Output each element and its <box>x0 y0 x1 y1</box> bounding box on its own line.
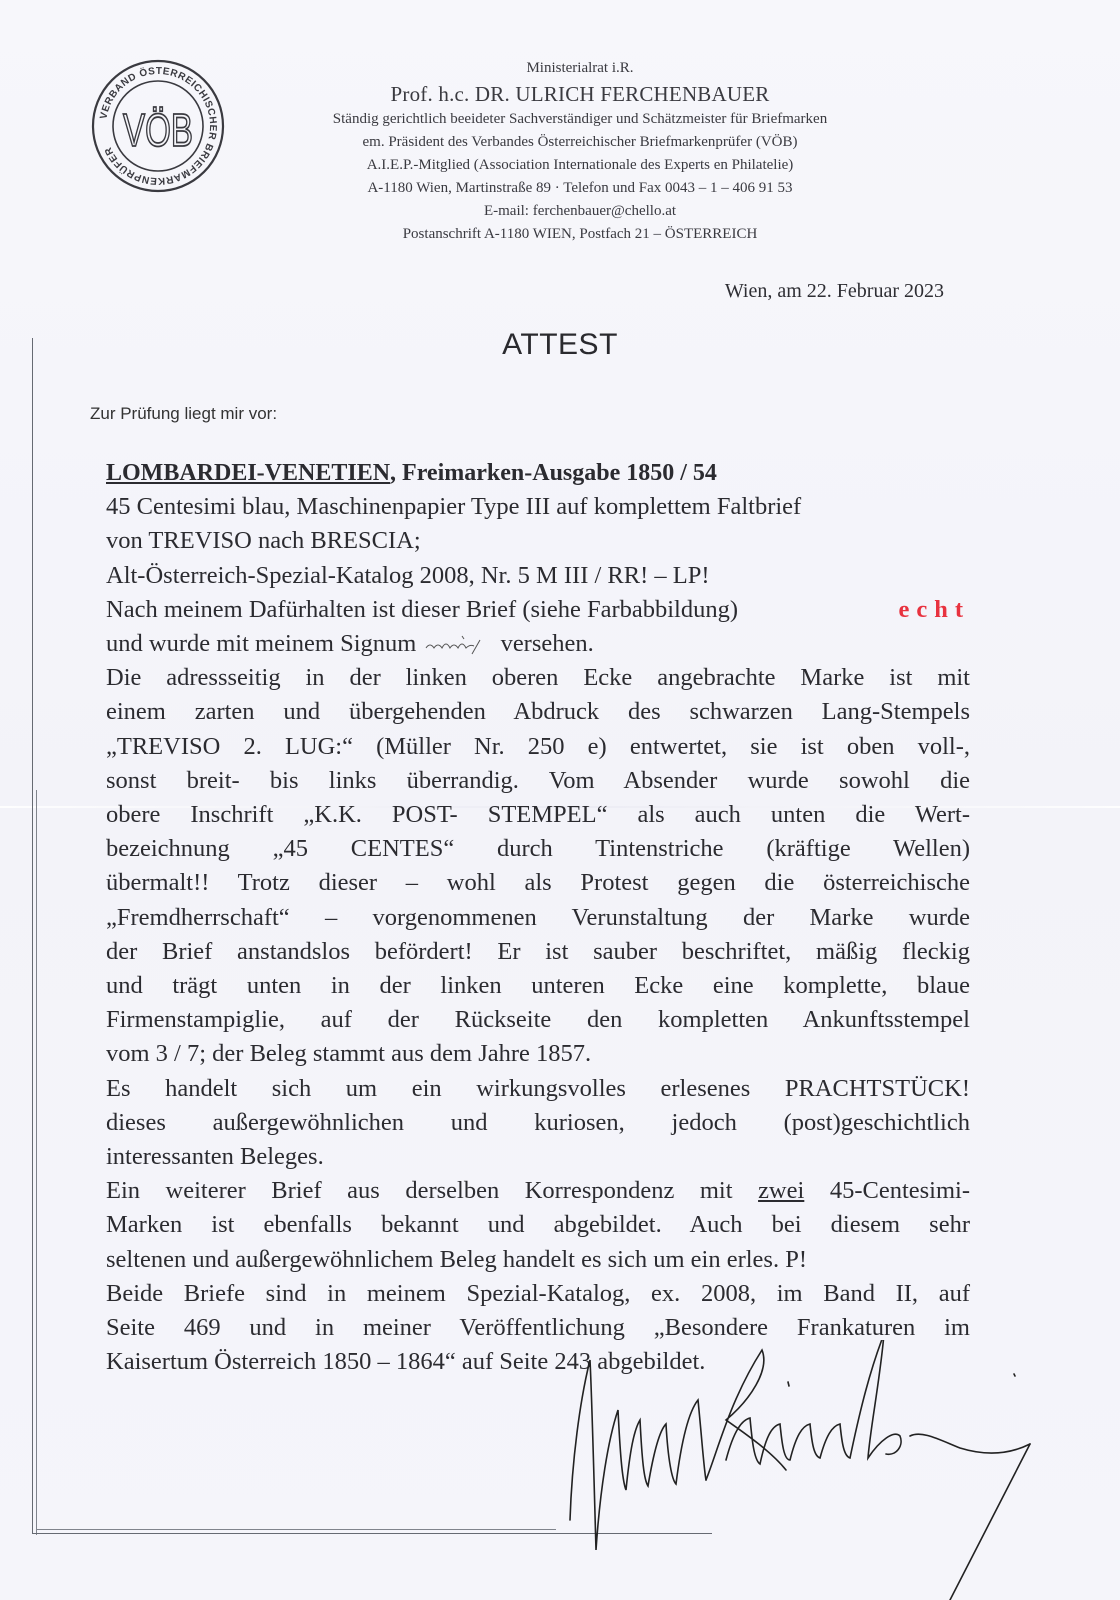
letterhead-line-aiep: A.I.E.P.-Mitglied (Association Internationale des Experts en Philatelie) <box>366 157 794 173</box>
para1-line: und trägt unten in der linken unteren Ecke eine komplette, blaue <box>106 972 970 1000</box>
para1-line: sonst breit- bis links überrandig. Vom Absender wurde sowohl die <box>106 766 970 794</box>
para3-line: Beide Briefe sind in meinem Spezial-Katalog, ex. 2008, im Band II, auf <box>106 1279 970 1307</box>
para2-line: Es handelt sich um ein wirkungsvolles erlesenes PRACHTSTÜCK! <box>106 1074 970 1102</box>
letterhead <box>240 58 920 246</box>
para2-line: dieses außergewöhnlichen und kuriosen, jedoch (post)geschichtlich <box>106 1108 970 1136</box>
para3-line: Marken ist ebenfalls bekannt und abgebildet. Auch bei diesem sehr <box>106 1211 970 1239</box>
item-issue: , Freimarken-Ausgabe 1850 / 54 <box>390 460 717 486</box>
letterhead-line-email: E-mail: ferchenbauer@chello.at <box>483 203 677 219</box>
letterhead-line-address: A-1180 Wien, Martinstraße 89 · Telefon und Fax 0043 – 1 – 406 91 53 <box>367 180 793 196</box>
para3-line: Seite 469 und in meiner Veröffentlichung „Besondere Frankaturen im <box>106 1314 970 1342</box>
signum-line <box>106 627 970 661</box>
document-title: ATTEST <box>502 328 618 361</box>
para1-line: „TREVISO 2. LUG:“ (Müller Nr. 250 e) entwertet, sie ist oben voll-, <box>106 732 970 760</box>
para3-line <box>106 1174 970 1208</box>
para1-line: „Fremdherrschaft“ – vorgenommenen Verunstaltung der Marke wurde <box>106 903 970 931</box>
verdict-line <box>106 593 970 627</box>
para1-line: Firmenstampiglie, auf der Rückseite den kompletten Ankunftsstempel <box>106 1006 970 1034</box>
para1-line: vom 3 / 7; der Beleg stammt aus dem Jahre 1857. <box>106 1040 592 1068</box>
para3-line: seltenen und außergewöhnlichem Beleg handelt es sich um ein erles. P! <box>106 1245 808 1273</box>
para1-line: übermalt!! Trotz dieser – wohl als Protest gegen die österreichische <box>106 869 970 897</box>
verdict-echt: echt <box>898 595 970 623</box>
signum-text-end: versehen. <box>500 630 594 658</box>
frame-line-left <box>32 338 33 1533</box>
letterhead-line-expert: Ständig gerichtlich beeideter Sachverständiger und Schätzmeister für Briefmarken <box>332 111 828 127</box>
para2-line: interessanten Beleges. <box>106 1143 324 1171</box>
voeb-logo-seal <box>90 58 226 194</box>
para1-line: der Brief anstandslos befördert! Er ist sauber beschriftet, mäßig fleckig <box>106 937 970 965</box>
letterhead-rank: Ministerialrat i.R. <box>526 60 634 76</box>
logo-initials: VÖB <box>123 105 193 157</box>
para1-line: obere Inschrift „K.K. POST- STEMPEL“ als auch unten die Wert- <box>106 801 970 829</box>
handwritten-signature <box>530 1340 1060 1600</box>
intro-text: Zur Prüfung liegt mir vor: <box>90 404 278 423</box>
para3-underlined-word: zwei <box>758 1177 805 1205</box>
para1-line: bezeichnung „45 CENTES“ durch Tintenstriche (kräftige Wellen) <box>106 835 970 863</box>
logo-ring-text: VERBAND ÖSTERREICHISCHER BRIEFMARKENPRÜFER <box>98 65 219 187</box>
para1-line: Die adressseitig in der linken oberen Ecke angebrachte Marke ist mit <box>106 664 970 692</box>
frame-line-bottom-inner <box>36 1529 556 1530</box>
para3-text: 45-Centesimi- <box>804 1177 970 1205</box>
frame-line-left-inner <box>36 790 37 1535</box>
para1-line: einem zarten und übergehenden Abdruck des schwarzen Lang-Stempels <box>106 698 970 726</box>
item-heading <box>106 456 970 490</box>
letterhead-name: Prof. h.c. DR. ULRICH FERCHENBAUER <box>390 82 770 106</box>
item-catalog-ref: Alt-Österreich-Spezial-Katalog 2008, Nr. 5 M III / RR! – LP! <box>106 561 710 589</box>
document-date: Wien, am 22. Februar 2023 <box>724 280 944 302</box>
para3-line: Kaisertum Österreich 1850 – 1864“ auf Seite 243 abgebildet. <box>106 1348 706 1376</box>
attest-body <box>106 456 970 1379</box>
item-route: von TREVISO nach BRESCIA; <box>106 527 421 555</box>
item-region: LOMBARDEI-VENETIEN <box>106 460 391 486</box>
letterhead-line-president: em. Präsident des Verbandes Österreichischer Briefmarkenprüfer (VÖB) <box>362 134 798 150</box>
item-description: 45 Centesimi blau, Maschinenpapier Type III auf komplettem Faltbrief <box>106 493 802 521</box>
letterhead-line-postal: Postanschrift A-1180 WIEN, Postfach 21 – ÖSTERREICH <box>402 226 758 242</box>
para3-text: Ein weiterer Brief aus derselben Korrespondenz mit <box>106 1177 759 1205</box>
verdict-sentence: Nach meinem Dafürhalten ist dieser Brief (siehe Farbabbildung) <box>106 595 739 623</box>
signum-text: und wurde mit meinem Signum <box>106 630 417 658</box>
signum-mark <box>422 634 494 656</box>
